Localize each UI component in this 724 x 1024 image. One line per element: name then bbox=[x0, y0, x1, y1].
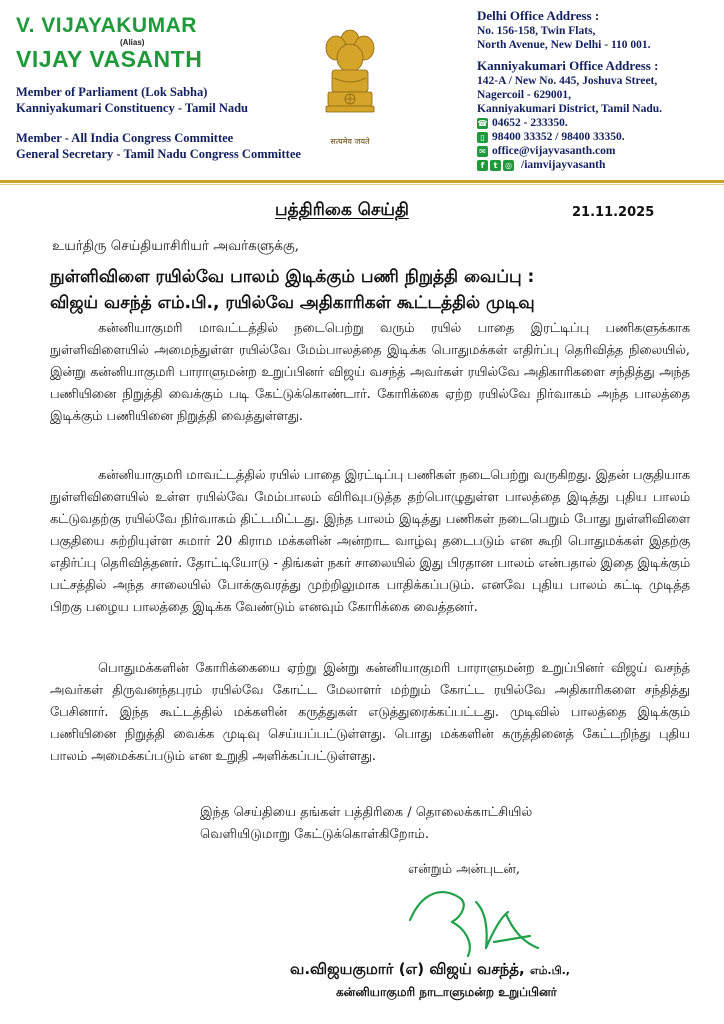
mobile-phone-icon: ▯ bbox=[477, 132, 488, 143]
header-divider-thin bbox=[0, 184, 724, 185]
role-aicc: Member - All India Congress Committee bbox=[16, 131, 234, 145]
closing-request bbox=[200, 802, 560, 846]
kanniyakumari-office-title: Kanniyakumari Office Address : bbox=[477, 58, 659, 73]
alias-label: (Alias) bbox=[120, 38, 145, 47]
social-handle: /iamvijayvasanth bbox=[521, 159, 606, 171]
phone-row bbox=[477, 116, 717, 130]
national-emblem-icon bbox=[318, 22, 382, 142]
signatory-name bbox=[290, 960, 570, 980]
body-paragraph-1: கன்னியாகுமரி மாவட்டத்தில் நடைபெற்று வரும் ரயில் பாதை இரட்டிப்பு பணிகளுக்காக நுள்ளிவிளையில் அமைந்துள்ள ரயில்வே மேம்பாலத்தை இடிக்க பொதுமக்கள் எதிர்ப்பு தெரிவித்த நிலையில், இன்று கன்னியாகுமரி பாராளுமன்ற உறுப்பினர் விஜய் வசந்த் அவர்கள் ரயில்வே அதிகாரிகளை சந்தித்து அந்த பணியினை நிறுத்தி வைக்கும் படி கேட்டுக்கொண்டார். கோரிக்கை ஏற்ற ரயில்வே நிர்வாகம் அந்த பாலத்தை இடிக்கும் பணியினை நிறுத்தி வைத்துள்ளது. bbox=[50, 321, 690, 424]
signatory-degree: எம்.பி., bbox=[529, 964, 570, 977]
mobile-row bbox=[477, 130, 717, 144]
closing-line: வெளியிடுமாறு கேட்டுக்கொள்கிறோம். bbox=[200, 827, 430, 842]
letter-date: 21.11.2025 bbox=[572, 205, 655, 220]
email-row bbox=[477, 144, 717, 158]
member-name: V. VIJAYAKUMAR bbox=[16, 14, 197, 37]
emblem-motto: सत्यमेव जयते bbox=[330, 137, 370, 146]
email-icon: ✉ bbox=[477, 146, 488, 157]
delhi-office-title: Delhi Office Address : bbox=[477, 8, 600, 23]
twitter-icon: t bbox=[490, 160, 501, 171]
social-row bbox=[477, 158, 717, 172]
handwritten-signature bbox=[402, 872, 552, 962]
letterhead-right bbox=[477, 8, 717, 172]
phone-number: 04652 - 233350. bbox=[492, 117, 568, 129]
signatory-designation: கன்னியாகுமரி நாடாளுமன்ற உறுப்பினர் bbox=[336, 985, 557, 999]
press-release-label: பத்திரிகை செய்தி bbox=[275, 200, 409, 220]
telephone-icon: ☎ bbox=[477, 118, 488, 128]
body-paragraph-2: கன்னியாகுமரி மாவட்டத்தில் ரயில் பாதை இரட்டிப்பு பணிகள் நடைபெற்று வருகிறது. இதன் பகுதியாக நுள்ளிவிளையில் உள்ள ரயில்வே மேம்பாலம் விரிவுபடுத்த தற்பொழுதுள்ள பாலத்தை இடித்து புதிய பாலம் கட்டுவதற்கு ரயில்வே நிர்வாகம் திட்டமிட்டது. இந்த பாலம் இடித்து பணிகள் நடைபெறும் போது நுள்ளிவிளை பகுதியை சுற்றியுள்ள சுமார் 20 கிராம மக்களின் அன்றாட வாழ்வு தடைபடும் என கூறி பொதுமக்கள் இதற்கு எதிர்ப்பு தெரிவித்தனர். தோட்டியோடு - திங்கள் நகர் சாலையில் இது பிரதான பாலம் என்பதால் இதை இடிக்கும் பட்சத்தில் அந்த சாலையில் போக்குவரத்து முற்றிலுமாக பாதிக்கப்படும். எனவே புதிய பாலம் கட்டி முடித்த பிறகு பழைய பாலத்தை இடிக்க வேண்டும் எனவும் கோரிக்கை வைத்தனர். bbox=[50, 468, 691, 615]
mobile-number: 98400 33352 / 98400 33350. bbox=[492, 131, 625, 143]
role-constituency: Kanniyakumari Constituency - Tamil Nadu bbox=[16, 101, 248, 115]
header-divider bbox=[0, 180, 724, 183]
signatory-name-text: வ.விஜயகுமார் (எ) விஜய் வசந்த், bbox=[290, 960, 525, 978]
email-address: office@vijayvasanth.com bbox=[492, 145, 616, 157]
news-headline bbox=[50, 264, 690, 316]
letterhead-left bbox=[16, 14, 316, 162]
body-paragraph-3: பொதுமக்களின் கோரிக்கையை ஏற்று இன்று கன்னியாகுமரி பாராளுமன்ற உறுப்பினர் விஜய் வசந்த் அவர்கள் திருவனந்தபுரம் ரயில்வே கோட்ட மேலாளர் மற்றும் கோட்ட ரயில்வே அதிகாரிகளை சந்தித்து பேசினார். இந்த கூட்டத்தில் மக்களின் கருத்துகள் எடுத்துரைக்கப்பட்டது. முடிவில் பாலத்தை இடிக்கும் பணியினை நிறுத்தி வைக்க முடிவு செய்யப்பட்டுள்ளது. பொது மக்களின் கருத்தினைத் கேட்டறிந்து புதிய பாலம் அமைக்கப்படும் என உறுதி அளிக்கப்பட்டுள்ளது. bbox=[50, 661, 690, 764]
kk-address-line: Nagercoil - 629001, bbox=[477, 89, 572, 101]
member-alias-name: VIJAY VASANTH bbox=[16, 46, 203, 72]
role-tncc: General Secretary - Tamil Nadu Congress Committee bbox=[16, 147, 301, 161]
valediction: என்றும் அன்புடன், bbox=[408, 862, 521, 877]
headline-line: விஜய் வசந்த் எம்.பி., ரயில்வே அதிகாரிகள் கூட்டத்தில் முடிவு bbox=[50, 293, 535, 313]
kk-address-line: 142-A / New No. 445, Joshuva Street, bbox=[477, 75, 658, 87]
kk-address-line: Kanniyakumari District, Tamil Nadu. bbox=[477, 103, 662, 115]
salutation: உயர்திரு செய்தியாசிரியர் அவர்களுக்கு, bbox=[52, 238, 300, 254]
delhi-address-line: No. 156-158, Twin Flats, bbox=[477, 25, 596, 37]
headline-line: நுள்ளிவிளை ரயில்வே பாலம் இடிக்கும் பணி நிறுத்தி வைப்பு : bbox=[50, 267, 535, 287]
closing-line: இந்த செய்தியை தங்கள் பத்திரிகை / தொலைக்காட்சியில் bbox=[200, 805, 533, 820]
facebook-icon: f bbox=[477, 160, 488, 171]
role-mp: Member of Parliament (Lok Sabha) bbox=[16, 85, 208, 99]
delhi-address-line: North Avenue, New Delhi - 110 001. bbox=[477, 39, 651, 51]
instagram-icon: ◎ bbox=[503, 160, 514, 171]
